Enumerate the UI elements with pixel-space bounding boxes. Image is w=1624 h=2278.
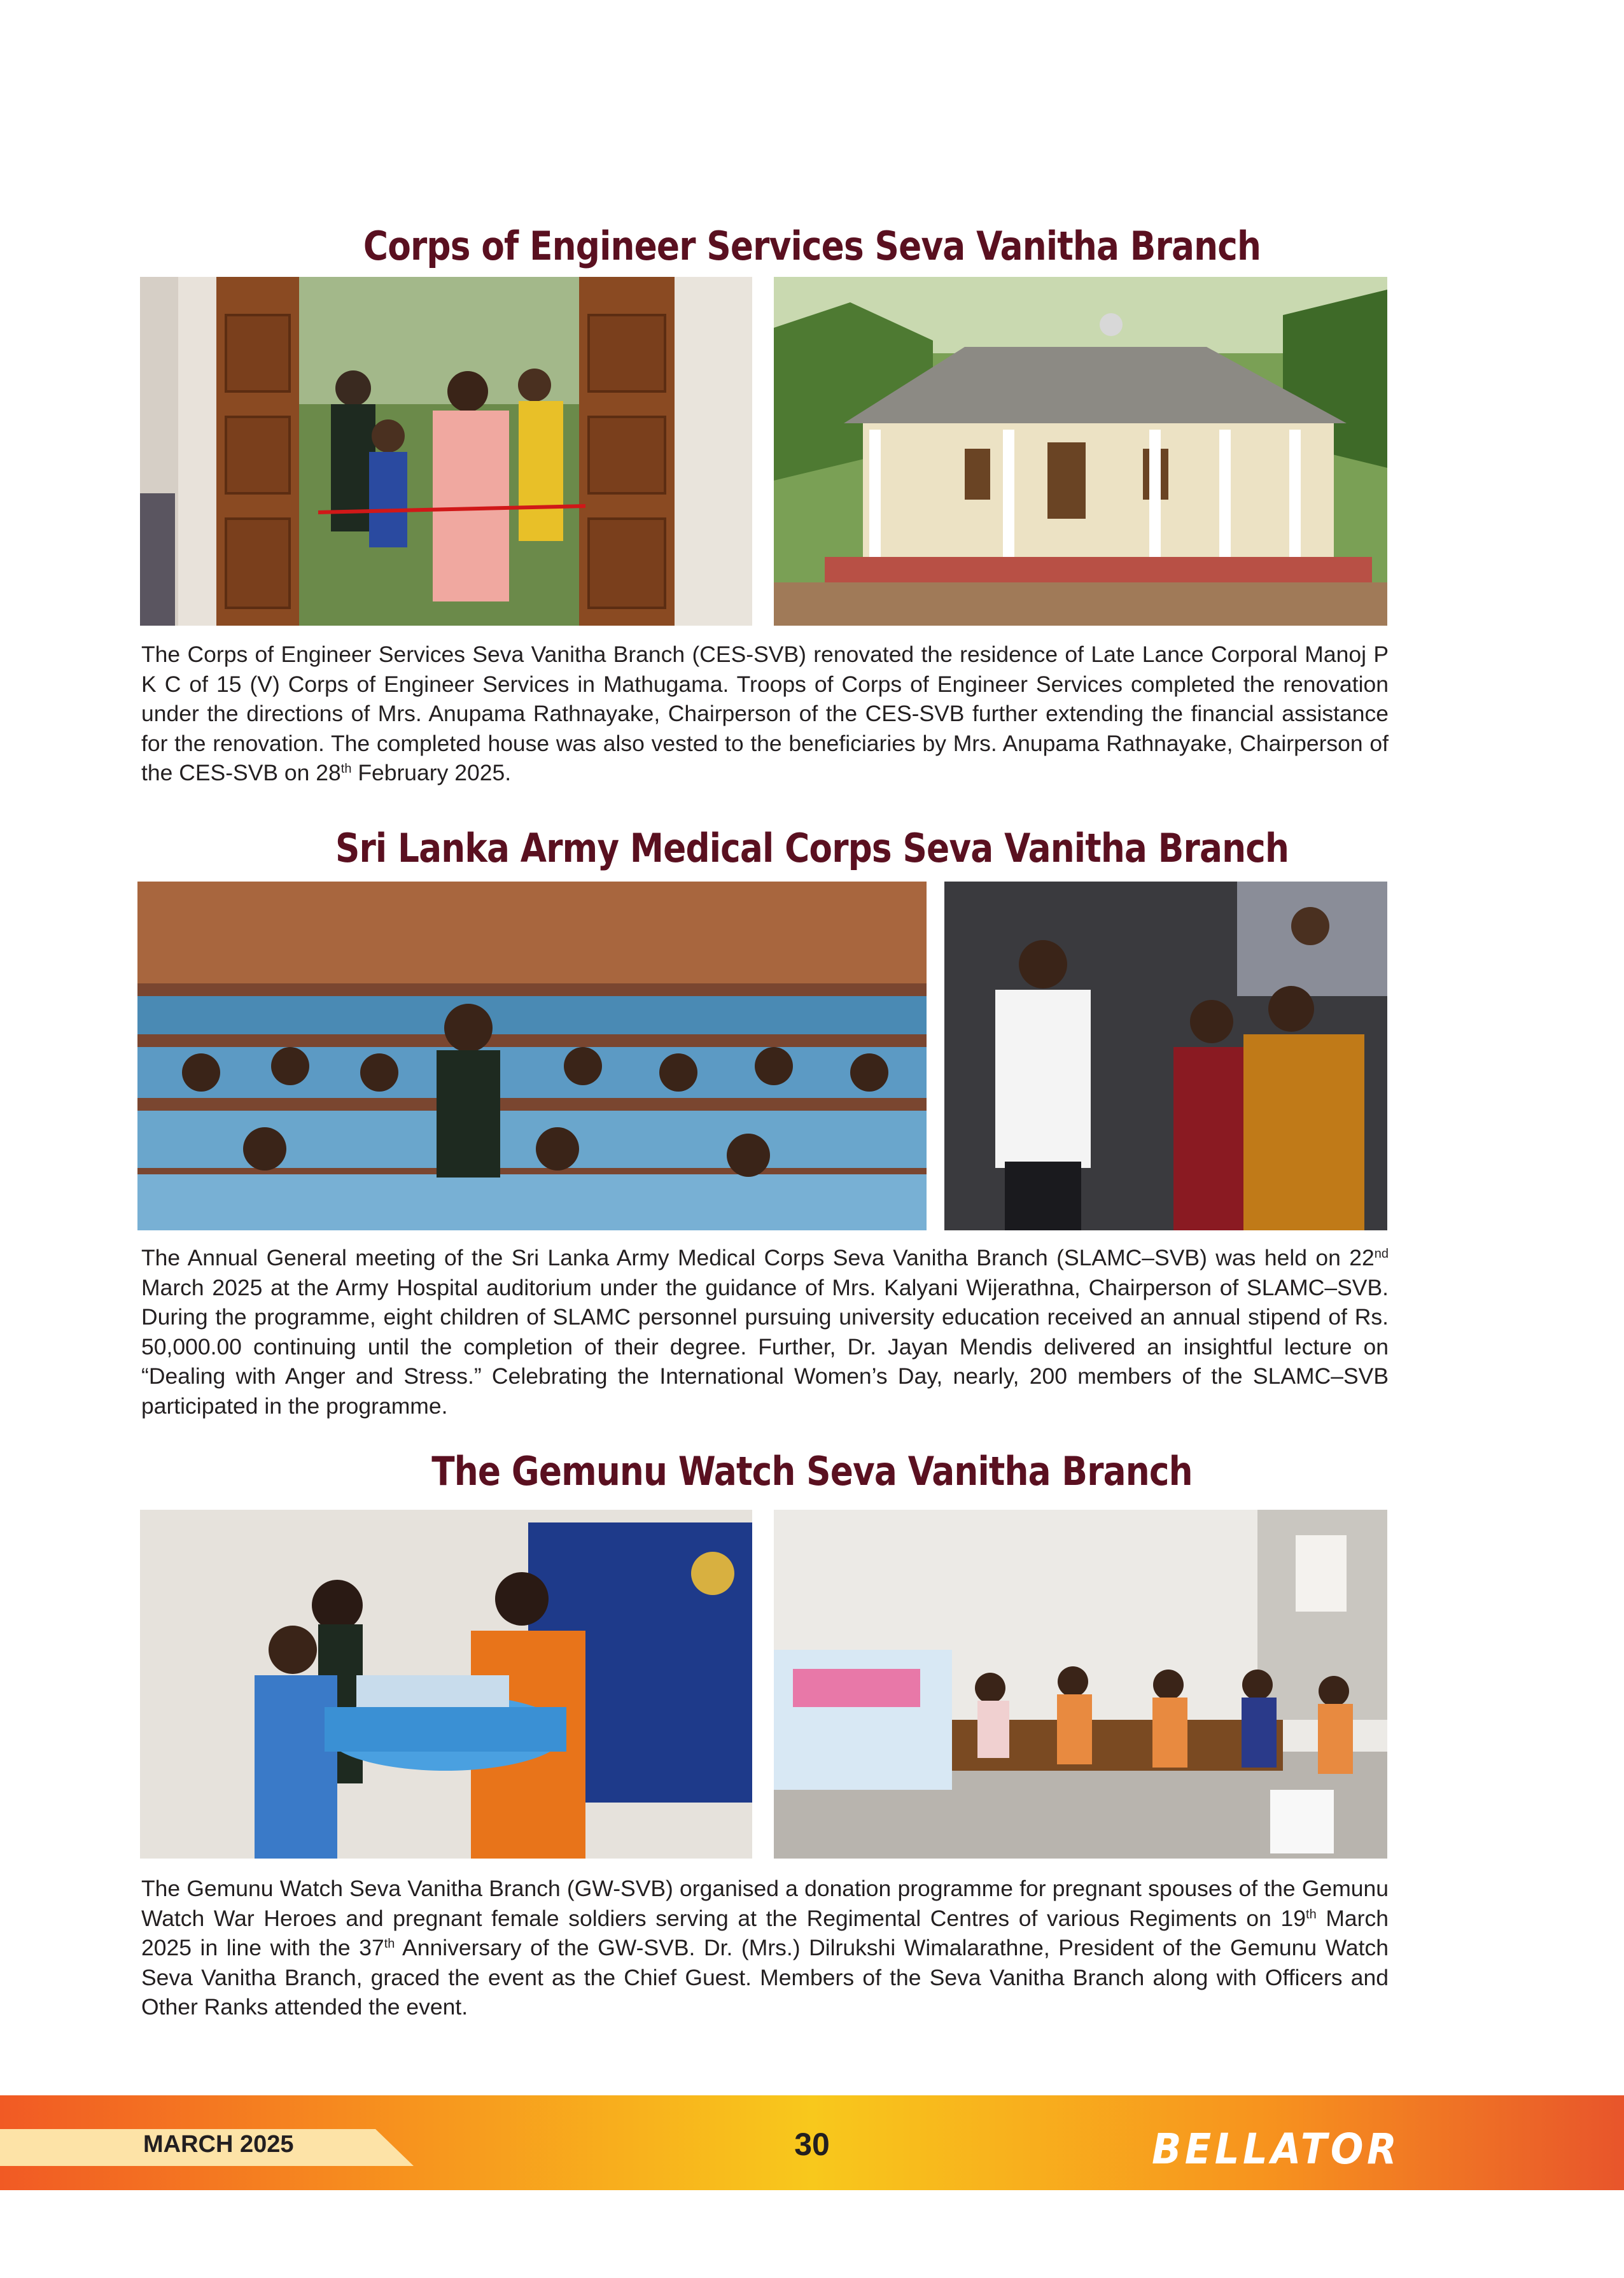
magazine-logo: BELLATOR [1152, 2125, 1401, 2174]
section-paragraph-slamc-svb [141, 1243, 1389, 1421]
section-title-ces-svb: Corps of Engineer Services Seva Vanitha Branch [363, 223, 1261, 269]
section-paragraph-gw-svb [141, 1874, 1389, 2022]
ordinal-suffix: nd [1374, 1247, 1389, 1261]
paragraph-text: The Gemunu Watch Seva Vanitha Branch (GW-SVB) organised a donation programme for pregnant spouses of the Gemunu Watch War Heroes and pregnant female soldiers serving at the Regimental Centres of various Regiments on 19 [141, 1876, 1389, 1931]
ordinal-suffix: th [384, 1937, 395, 1951]
page-number: 30 [794, 2127, 830, 2162]
section-title-gw-svb: The Gemunu Watch Seva Vanitha Branch [431, 1448, 1193, 1494]
ordinal-suffix: th [340, 762, 352, 776]
photo-stipend-presentation [944, 882, 1387, 1230]
photo-seated-guests [774, 1510, 1387, 1859]
paragraph-text: March 2025 at the Army Hospital auditorium under the guidance of Mrs. Kalyani Wijerathna, Chairperson of SLAMC–SVB. During the programme, eight children of SLAMC personnel pursuing university education received an annual stipend of Rs. 50,000.00 continuing until the completion of their degree. Further, Dr. Jayan Mendis delivered an insightful lecture on “Dealing with Anger and Stress.” Celebrating the International Women’s Day, nearly, 200 members of the SLAMC–SVB participated in the programme. [141, 1274, 1389, 1419]
photo-ribbon-cutting [140, 277, 752, 626]
ordinal-suffix: th [1306, 1907, 1317, 1922]
photo-donation-handover [140, 1510, 752, 1859]
paragraph-text: February 2025. [351, 760, 512, 785]
photo-auditorium-meeting [137, 882, 927, 1230]
photo-renovated-house [774, 277, 1387, 626]
paragraph-text: The Corps of Engineer Services Seva Vanitha Branch (CES-SVB) renovated the residence of Late Lance Corporal Manoj P K C of 15 (V) Corps of Engineer Services in Mathugama. Troops of Corps of Engineer Services completed the renovation under the directions of Mrs. Anupama Rathnayake, Chairperson of the CES-SVB further extending the financial assistance for the renovation. The completed house was also vested to the beneficiaries by Mrs. Anupama Rathnayake, Chairperson of the CES-SVB on 28 [141, 642, 1389, 785]
footer-issue-date: MARCH 2025 [143, 2131, 294, 2158]
paragraph-text: The Annual General meeting of the Sri Lanka Army Medical Corps Seva Vanitha Branch (SLAMC–SVB) was held on 22 [141, 1245, 1375, 1270]
section-title-slamc-svb: Sri Lanka Army Medical Corps Seva Vanitha Branch [335, 825, 1289, 871]
section-paragraph-ces-svb [141, 640, 1389, 788]
paragraph-text: Anniversary of the GW-SVB. Dr. (Mrs.) Dilrukshi Wimalarathne, President of the Gemunu Watch Seva Vanitha Branch, graced the event as the Chief Guest. Members of the Seva Vanitha Branch along with Officers and Other Ranks attended the event. [141, 1935, 1389, 2020]
paragraph-text: March 2025 in line with the 37 [141, 1905, 1389, 1960]
